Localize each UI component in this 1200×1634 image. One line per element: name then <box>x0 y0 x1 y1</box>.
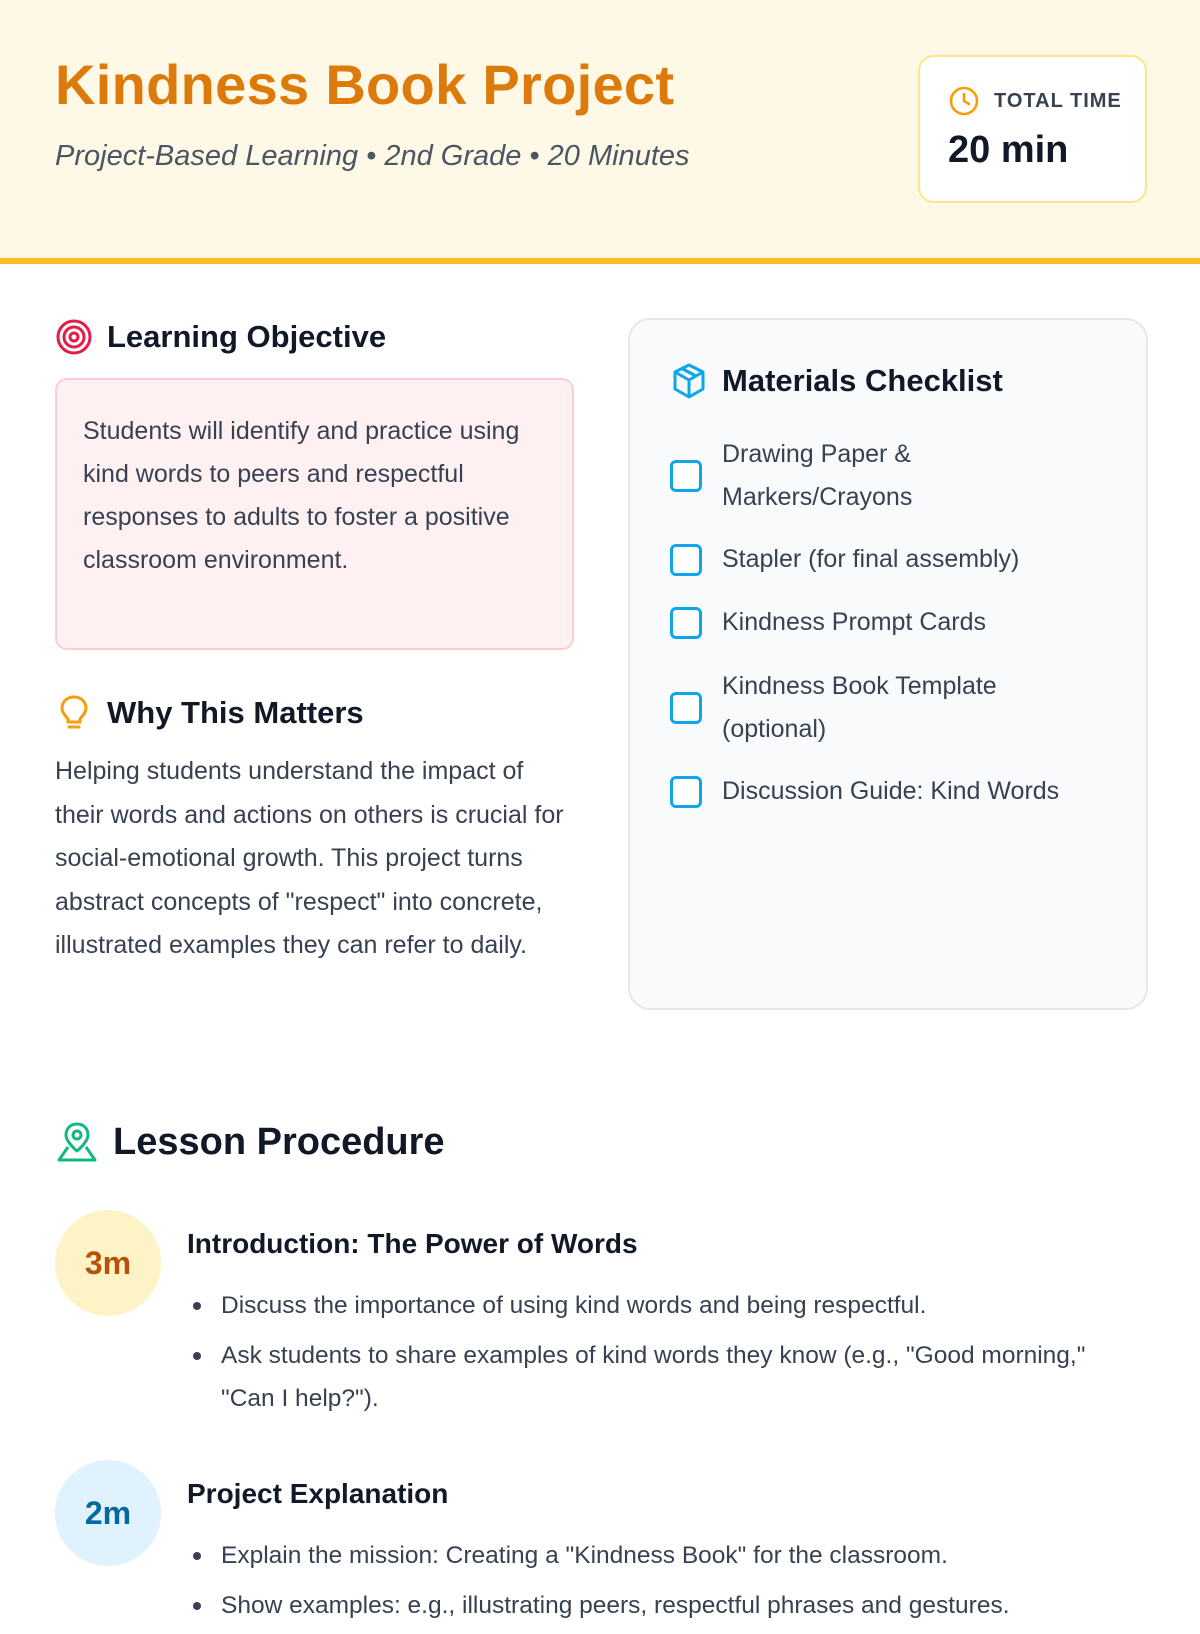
material-item-stapler[interactable] <box>670 538 1110 581</box>
material-label: Kindness Prompt Cards <box>722 608 987 636</box>
materials-card <box>628 318 1148 1010</box>
page-subtitle: Project-Based Learning • 2nd Grade • 20 Minutes <box>55 140 690 172</box>
step-duration-badge: 2m <box>55 1460 161 1566</box>
total-time-label: TOTAL TIME <box>994 90 1122 112</box>
objective-title: Learning Objective <box>107 319 387 354</box>
material-item-template[interactable] <box>670 665 1110 751</box>
step-duration-badge: 3m <box>55 1210 161 1316</box>
material-label: Discussion Guide: Kind Words <box>722 777 1060 805</box>
material-item-prompt-cards[interactable] <box>670 601 1110 644</box>
materials-heading <box>670 362 1003 400</box>
procedure-title: Lesson Procedure <box>113 1120 445 1163</box>
lightbulb-icon <box>55 693 93 733</box>
checkbox[interactable] <box>670 607 702 639</box>
step-bullets <box>187 1534 1087 1634</box>
matters-heading <box>55 693 364 733</box>
checkbox[interactable] <box>670 544 702 576</box>
total-time-value: 20 min <box>948 129 1069 171</box>
total-time-card <box>918 55 1147 203</box>
step-bullet: Ask students to share examples of kind words they know (e.g., "Good morning," "Can I help?"). <box>187 1334 1087 1420</box>
page-title: Kindness Book Project <box>55 53 675 116</box>
page-header <box>0 0 1200 264</box>
objective-heading <box>55 318 386 356</box>
step-title: Introduction: The Power of Words <box>187 1228 638 1259</box>
step-title: Project Explanation <box>187 1478 449 1509</box>
step-bullet: Show examples: e.g., illustrating peers, respectful phrases and gestures. <box>187 1584 1087 1627</box>
matters-title: Why This Matters <box>107 695 364 730</box>
step-bullet: Discuss the importance of using kind words and being respectful. <box>187 1284 1087 1327</box>
box-icon <box>670 362 708 400</box>
clock-icon <box>948 85 980 117</box>
step-bullets <box>187 1284 1087 1427</box>
materials-title: Materials Checklist <box>722 363 1003 398</box>
material-item-discussion-guide[interactable] <box>670 770 1110 813</box>
map-pin-icon <box>55 1120 99 1164</box>
checkbox[interactable] <box>670 692 702 724</box>
material-label: Stapler (for final assembly) <box>722 545 1020 573</box>
objective-box: Students will identify and practice using kind words to peers and respectful responses to adults to foster a positive classroom environment. <box>55 378 574 650</box>
step-bullet: Explain the mission: Creating a "Kindness Book" for the classroom. <box>187 1534 1087 1577</box>
procedure-heading <box>55 1120 445 1164</box>
checkbox[interactable] <box>670 460 702 492</box>
matters-text: Helping students understand the impact of their words and actions on others is crucial for social-emotional growth. This project turns abstract concepts of "respect" into concrete, illustrated examples they can refer to daily. <box>55 757 564 959</box>
checkbox[interactable] <box>670 776 702 808</box>
material-label: Drawing Paper & Markers/Crayons <box>722 440 913 511</box>
material-item-paper[interactable] <box>670 433 1110 519</box>
target-icon <box>55 318 93 356</box>
material-label: Kindness Book Template (optional) <box>722 672 997 743</box>
